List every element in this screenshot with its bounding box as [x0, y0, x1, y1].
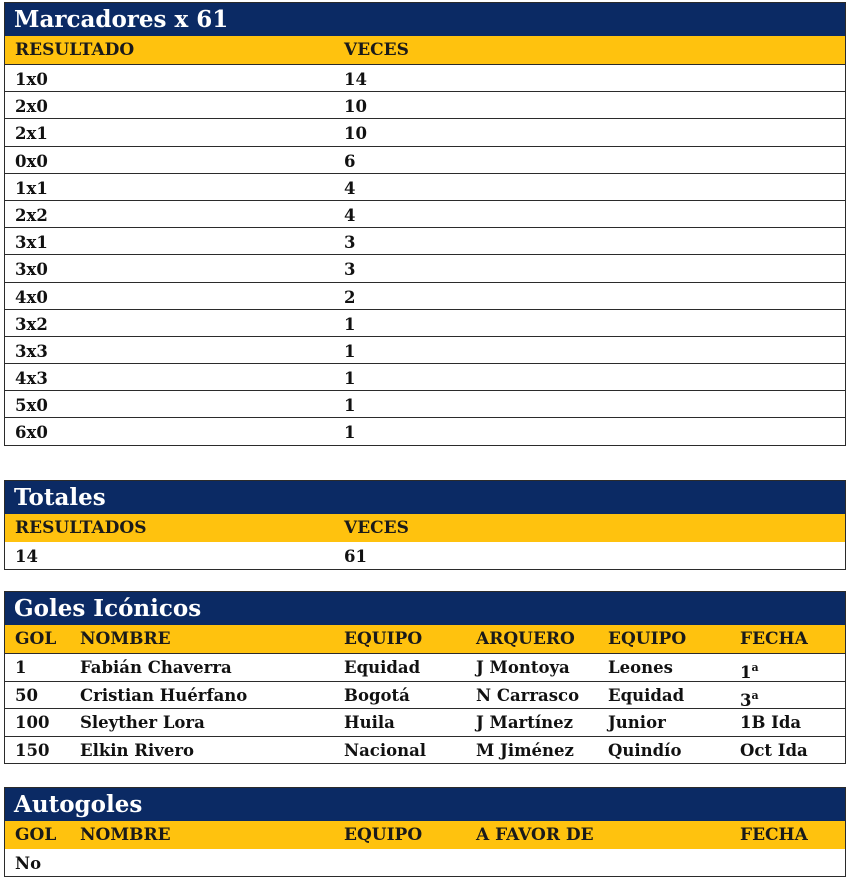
totales-title: Totales — [5, 481, 845, 514]
cell-resultado: 1x0 — [15, 70, 48, 89]
cell-arquero-text: J Montoya — [476, 658, 570, 677]
col-equipo-arquero: EQUIPO — [608, 629, 687, 649]
cell-veces: 10 — [344, 124, 367, 144]
cell-equipo — [344, 682, 410, 710]
cell-veces: 1 — [344, 396, 356, 416]
cell-equipo — [344, 654, 420, 682]
col-nombre: NOMBRE — [80, 825, 171, 845]
cell-veces: 6 — [344, 151, 356, 171]
table-row — [5, 849, 845, 876]
cell-arquero — [476, 654, 570, 682]
col-a-favor-de: A FAVOR DE — [476, 825, 594, 845]
col-equipo: EQUIPO — [344, 825, 423, 845]
col-resultados: RESULTADOS — [15, 518, 147, 538]
cell-veces: 1 — [344, 341, 356, 361]
col-resultado: RESULTADO — [15, 40, 135, 60]
cell-arquero-text: M Jiménez — [476, 740, 574, 760]
cell-nombre — [80, 682, 247, 710]
table-row — [5, 708, 845, 736]
cell-resultado: 3x1 — [15, 233, 48, 253]
cell-equipo-text: Nacional — [344, 740, 427, 760]
cell-gol-text: 100 — [15, 713, 50, 732]
ordinal-suffix: a — [751, 661, 759, 674]
cell-resultado: 6x0 — [15, 423, 48, 443]
cell-fecha-text: 1B Ida — [740, 713, 802, 732]
cell-nombre-text: Elkin Rivero — [80, 740, 195, 760]
marcadores-table — [4, 2, 846, 446]
cell-equipo-arquero-text: Leones — [608, 658, 673, 677]
table-row — [5, 390, 845, 417]
cell-equipo — [344, 709, 395, 737]
table-row — [5, 363, 845, 390]
cell-resultado: 2x0 — [15, 97, 48, 117]
cell-resultado: 4x3 — [15, 369, 48, 389]
cell-equipo-arquero — [608, 682, 684, 710]
cell-resultado: 3x2 — [15, 314, 48, 334]
cell-arquero-text: N Carrasco — [476, 685, 580, 705]
cell-veces: 1 — [344, 314, 356, 334]
cell-veces: 1 — [344, 423, 356, 443]
col-nombre: NOMBRE — [80, 629, 171, 649]
col-veces: VECES — [344, 40, 409, 60]
cell-equipo-arquero — [608, 737, 681, 765]
autogoles-header — [5, 821, 845, 849]
cell-resultado: 5x0 — [15, 396, 48, 416]
cell-nombre-text: Sleyther Lora — [80, 713, 205, 732]
cell-gol-text: 50 — [15, 685, 38, 705]
cell-gol — [15, 654, 26, 682]
cell-gol — [15, 709, 49, 737]
totales-table — [4, 480, 846, 570]
col-arquero: ARQUERO — [476, 629, 575, 649]
cell-resultado: 4x0 — [15, 287, 48, 307]
autogoles-title: Autogoles — [5, 788, 845, 821]
goles-header — [5, 625, 845, 653]
table-row — [5, 227, 845, 254]
table-row — [5, 736, 845, 764]
cell-arquero — [476, 737, 574, 765]
cell-resultados: 14 — [15, 547, 38, 566]
table-row — [5, 417, 845, 444]
cell-equipo-text: Bogotá — [344, 685, 410, 705]
cell-nombre-text: Cristian Huérfano — [80, 685, 248, 705]
cell-equipo-arquero-text: Junior — [608, 713, 666, 732]
table-row — [5, 681, 845, 709]
cell-resultado: 2x1 — [15, 124, 48, 144]
cell-fecha — [740, 709, 801, 737]
cell-resultado: 3x3 — [15, 341, 48, 361]
cell-fecha-text: 3 — [740, 690, 752, 710]
cell-arquero — [476, 682, 579, 710]
cell-veces: 3 — [344, 260, 356, 280]
cell-nombre — [80, 709, 205, 737]
cell-arquero — [476, 709, 573, 737]
autogoles-table — [4, 787, 846, 877]
cell-veces: 2 — [344, 287, 356, 307]
cell-resultado: 2x2 — [15, 205, 48, 225]
ordinal-suffix: a — [751, 688, 759, 702]
cell-arquero-text: J Martínez — [476, 713, 573, 732]
cell-equipo-arquero — [608, 709, 666, 737]
table-row — [5, 173, 845, 200]
cell-fecha-text: 1 — [740, 663, 752, 682]
cell-gol — [15, 737, 49, 765]
marcadores-header — [5, 36, 845, 64]
table-row — [5, 542, 845, 569]
cell-equipo-arquero-text: Equidad — [608, 685, 685, 705]
table-row — [5, 200, 845, 227]
cell-equipo-arquero-text: Quindío — [608, 740, 682, 760]
goles-title: Goles Icónicos — [5, 592, 845, 625]
table-row — [5, 653, 845, 681]
goles-iconicos-table — [4, 591, 846, 764]
col-fecha: FECHA — [740, 825, 808, 845]
table-row — [5, 282, 845, 309]
cell-resultado: 3x0 — [15, 260, 48, 280]
col-equipo: EQUIPO — [344, 629, 423, 649]
cell-resultado: 0x0 — [15, 151, 48, 171]
table-row — [5, 254, 845, 281]
table-row — [5, 91, 845, 118]
table-row — [5, 309, 845, 336]
cell-veces: 14 — [344, 70, 367, 89]
cell-fecha-text: Oct Ida — [740, 740, 808, 760]
cell-gol-text: 1 — [15, 658, 27, 677]
col-gol: GOL — [15, 629, 57, 649]
cell-resultado: 1x1 — [15, 178, 48, 198]
cell-veces: 61 — [344, 547, 367, 566]
cell-veces: 1 — [344, 369, 356, 389]
cell-equipo — [344, 737, 426, 765]
col-gol: GOL — [15, 825, 57, 845]
cell-gol: No — [15, 854, 42, 873]
table-row — [5, 146, 845, 173]
cell-veces: 3 — [344, 233, 356, 253]
cell-gol-text: 150 — [15, 740, 50, 760]
cell-nombre-text: Fabián Chaverra — [80, 658, 232, 677]
cell-veces: 10 — [344, 97, 367, 117]
col-veces: VECES — [344, 518, 409, 538]
cell-veces: 4 — [344, 178, 356, 198]
table-row — [5, 336, 845, 363]
marcadores-title: Marcadores x 61 — [5, 3, 845, 36]
table-row — [5, 118, 845, 145]
cell-nombre — [80, 654, 232, 682]
table-row — [5, 64, 845, 91]
cell-veces: 4 — [344, 205, 356, 225]
cell-gol — [15, 682, 38, 710]
cell-nombre — [80, 737, 194, 765]
col-fecha: FECHA — [740, 629, 808, 649]
cell-equipo-text: Equidad — [344, 658, 421, 677]
cell-equipo-text: Huila — [344, 713, 395, 732]
cell-equipo-arquero — [608, 654, 673, 682]
totales-header — [5, 514, 845, 542]
cell-fecha — [740, 737, 808, 765]
